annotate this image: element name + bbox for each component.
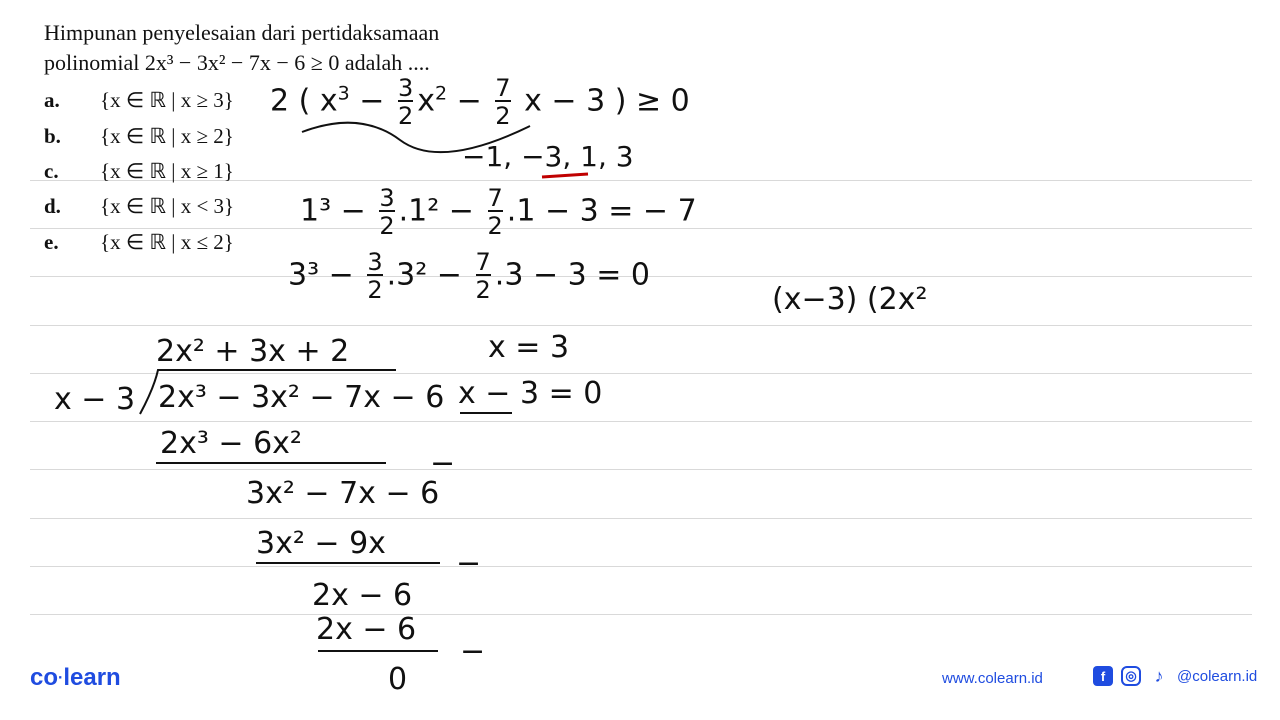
candidates-underline (540, 172, 590, 180)
fraction-3-over-2 (379, 186, 394, 238)
test1-mid: .1² − (398, 193, 474, 229)
fraction-3-over-2 (367, 250, 382, 302)
option-b[interactable] (44, 124, 234, 149)
division-rule (318, 650, 438, 652)
question-inequality: 2x³ − 3x² − 7x − 6 ≥ 0 (144, 50, 340, 75)
fraction-numerator: 7 (475, 248, 491, 276)
minus-sign: − (460, 634, 486, 669)
fraction-denominator: 2 (397, 102, 414, 130)
option-text: {x ∈ ℝ | x ≥ 3} (100, 88, 234, 112)
division-rule (156, 462, 386, 464)
test1-lead: 1³ − (300, 193, 366, 229)
fraction-numerator: 3 (379, 184, 395, 212)
x-minus-3-eq-0: x − 3 = 0 (458, 376, 603, 411)
fraction-denominator: 2 (487, 212, 503, 240)
x-minus-underline (458, 410, 514, 416)
ruled-line (30, 566, 1252, 567)
option-text: {x ∈ ℝ | x ≥ 2} (100, 124, 234, 148)
question-prefix: polinomial (44, 50, 145, 75)
test2-tail: .3 − 3 = 0 (494, 257, 650, 293)
ruled-line (30, 325, 1252, 326)
division-quotient: 2x² + 3x + 2 (156, 334, 350, 369)
instagram-icon[interactable]: ◎ (1121, 666, 1141, 686)
option-text: {x ∈ ℝ | x ≤ 2} (100, 230, 234, 254)
minus-sign: − (456, 546, 482, 581)
test2-lead: 3³ − (288, 257, 354, 293)
logo-right: learn (63, 664, 121, 691)
website-link[interactable]: www.colearn.id (942, 670, 1043, 687)
fraction-denominator: 2 (495, 102, 511, 130)
minus-sign: − (430, 446, 456, 481)
option-c[interactable] (44, 159, 234, 184)
option-letter: a. (44, 88, 60, 112)
division-step-1: 2x³ − 6x² (160, 426, 302, 461)
logo-dot: · (58, 669, 64, 687)
division-remainder-2: 2x − 6 (312, 578, 413, 613)
logo-left: co (30, 664, 59, 691)
ruled-line (30, 469, 1252, 470)
root-candidates: −1, −3, 1, 3 (462, 140, 634, 173)
ruled-line (30, 518, 1252, 519)
tiktok-icon[interactable]: ♪ (1154, 665, 1164, 686)
fraction-7-over-2 (488, 186, 503, 238)
fraction-numerator: 7 (495, 74, 511, 102)
question-suffix: adalah .... (339, 50, 430, 75)
division-dividend: 2x³ − 3x² − 7x − 6 (158, 380, 445, 415)
option-letter: e. (44, 230, 59, 254)
fraction-denominator: 2 (379, 212, 395, 240)
option-text: {x ∈ ℝ | x ≥ 1} (100, 159, 234, 183)
option-letter: c. (44, 159, 59, 183)
x-equals-3: x = 3 (488, 330, 570, 365)
division-remainder-1: 3x² − 7x − 6 (246, 476, 440, 511)
test-x-1 (300, 186, 697, 238)
option-text: {x ∈ ℝ | x < 3} (100, 194, 235, 218)
fraction-numerator: 7 (487, 184, 503, 212)
division-rule (256, 562, 440, 564)
factored-form: (x−3) (2x² (772, 282, 928, 317)
factor-line: 2 ( $x^3$ − $\frac{3}{2}$ $x^2$ − $\frac{7}{2}$ x − 3 ) ≥ 0 (270, 74, 690, 130)
option-letter: d. (44, 194, 61, 218)
question-line-2 (44, 48, 439, 78)
facebook-icon[interactable]: f (1093, 666, 1113, 686)
question-text (44, 18, 439, 78)
ruled-line (30, 421, 1252, 422)
test1-tail: .1 − 3 = − 7 (506, 193, 697, 229)
ruled-line (30, 614, 1252, 615)
test-x-3 (288, 250, 650, 302)
division-divisor: x − 3 (54, 382, 136, 417)
question-line-1: Himpunan penyelesaian dari pertidaksamaan (44, 20, 440, 45)
option-letter: b. (44, 124, 61, 148)
division-final-remainder: 0 (388, 662, 408, 697)
option-a[interactable] (44, 88, 234, 113)
social-handle[interactable]: @colearn.id (1177, 667, 1258, 685)
fraction-numerator: 3 (367, 248, 383, 276)
factor-line-lead: 2 ( x (270, 83, 338, 119)
option-e[interactable] (44, 230, 234, 255)
social-links (1093, 666, 1257, 686)
fraction-denominator: 2 (367, 276, 383, 304)
division-step-3: 2x − 6 (316, 612, 417, 647)
test2-mid: .3² − (386, 257, 462, 293)
colearn-logo[interactable] (30, 664, 121, 692)
option-d[interactable] (44, 194, 234, 219)
fraction-numerator: 3 (397, 74, 414, 102)
fraction-denominator: 2 (475, 276, 491, 304)
division-step-2: 3x² − 9x (256, 526, 386, 561)
factor-line-tail: x − 3 ) ≥ 0 (524, 83, 690, 119)
fraction-7-over-2 (476, 250, 491, 302)
